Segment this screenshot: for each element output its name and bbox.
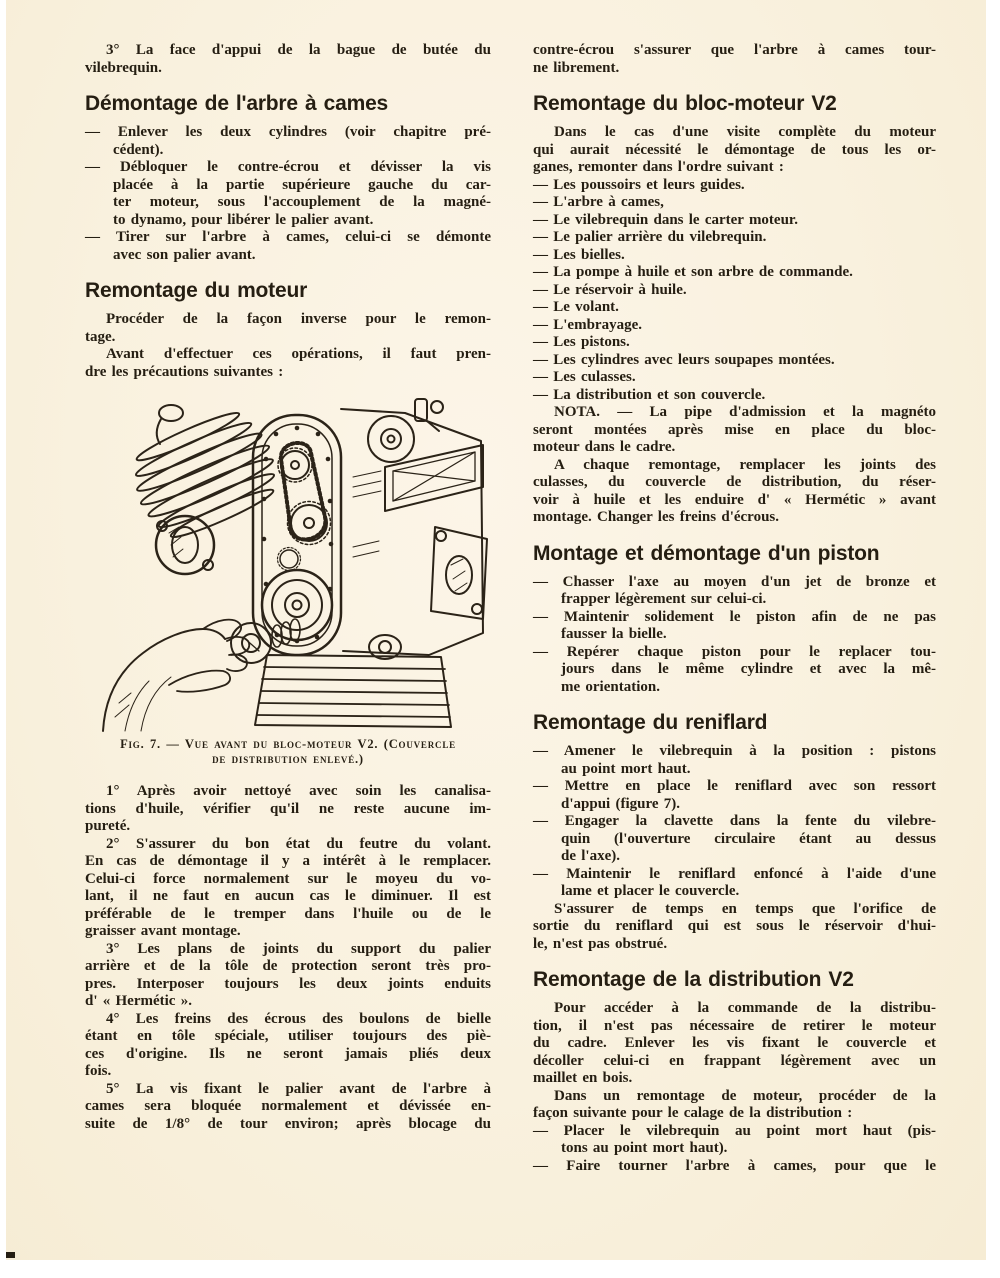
text-line: graisser avant montage. (85, 923, 241, 939)
text-line: Pour accéder à la commande de la distribu- (554, 1000, 936, 1016)
caption-line: Fig. 7. — Vue avant du bloc-moteur V2. (Couvercle (120, 737, 456, 751)
list-item (533, 1158, 936, 1176)
list-item (85, 124, 491, 159)
list-item (533, 352, 936, 370)
list-item (533, 866, 936, 901)
text-line: culasses, du couvercle de distribution, du réser- (533, 474, 936, 490)
section-heading: Remontage de la distribution V2 (533, 968, 854, 991)
list-item (533, 1123, 936, 1158)
text-line: me orientation. (561, 678, 660, 695)
text-line: tons au point mort haut). (561, 1140, 728, 1156)
text-line: — Chasser l'axe au moyen d'un jet de bronze et (533, 573, 936, 590)
column-right (533, 42, 936, 1175)
text-line: 3° Les plans de joints du support du palier (106, 940, 491, 957)
text-line: façon suivante pour le calage de la distribution : (533, 1105, 853, 1121)
text-line: — La distribution et son couvercle. (533, 386, 766, 403)
paragraph-continuation (533, 42, 936, 77)
text-line: décoller celui-ci en frappant légèrement avec un (533, 1052, 936, 1069)
text-line: — Mettre en place le reniflard avec son ressort (533, 778, 936, 794)
text-line: — Les pistons. (533, 334, 630, 350)
text-line: — Enlever les deux cylindres (voir chapitre pré- (85, 124, 491, 140)
list-item (533, 369, 936, 387)
text-line: S'assurer de temps en temps que l'orifice de (554, 900, 936, 917)
text-line: 3° La face d'appui de la bague de butée du (106, 42, 491, 58)
caption-line: de distribution enlevé.) (212, 752, 364, 766)
text-line: au point mort haut. (561, 760, 691, 777)
text-line: tions d'huile, vérifier qu'il ne reste aucune im- (85, 800, 491, 817)
text-line: — Maintenir solidement le piston afin de ne pas (533, 608, 936, 625)
text-line: suite de 1/8° de tour environ; après blocage du (85, 1115, 491, 1132)
list-item (533, 644, 936, 697)
list-item (533, 264, 936, 282)
text-line: — Les cylindres avec leurs soupapes montées. (533, 351, 835, 368)
text-line: Avant d'effectuer ces opérations, il faut pren- (106, 346, 491, 362)
text-line: dre les précautions suivantes : (85, 363, 284, 380)
text-line: — Débloquer le contre-écrou et dévisser la vis (85, 159, 491, 175)
text-line: avec son palier avant. (113, 246, 256, 263)
list-item (533, 299, 936, 317)
text-line: — Tirer sur l'arbre à cames, celui-ci se démonte (85, 229, 491, 245)
paragraph (533, 124, 936, 177)
text-line: 5° La vis fixant le palier avant de l'arbre à (106, 1080, 491, 1097)
text-line: — Engager la clavette dans la fente du vilebre- (533, 813, 936, 829)
text-line: contre-écrou s'assurer que l'arbre à cames tour- (533, 42, 936, 58)
text-line: le, n'est pas obstrué. (533, 935, 668, 952)
list-item (533, 317, 936, 335)
exhaust-stub (159, 405, 183, 421)
paragraph (85, 941, 491, 1011)
paragraph (533, 1000, 936, 1088)
text-line: ter moteur, sous l'accouplement de la magné- (113, 194, 491, 210)
text-line: qui aurait nécessité le démontage de tous les or- (533, 141, 936, 158)
text-line: Celui-ci force normalement sur le moyeu du vo- (85, 870, 491, 887)
text-line: seront montées après mise en place du bloc- (533, 421, 936, 438)
text-line: ces d'origine. Ils ne seront jamais pliés deux (85, 1045, 491, 1062)
paragraph (85, 42, 491, 77)
list-item (533, 212, 936, 230)
text-line: montage. Changer les freins d'écrous. (533, 509, 779, 525)
text-line: — Le volant. (533, 299, 619, 315)
text-line: — Maintenir le reniflard enfoncé à l'aide d'une (533, 865, 936, 882)
paragraph (85, 346, 491, 381)
scan-artifact-speck (6, 1252, 15, 1258)
text-line: fausser la bielle. (561, 626, 667, 642)
paragraph (533, 901, 936, 954)
text-line: voir à huile et les enduire d' « Hermétic » avant (533, 491, 936, 508)
paragraph (85, 783, 491, 836)
paragraph (85, 1011, 491, 1081)
text-line: En cas de démontage il y a intérêt à le remplacer. (85, 853, 491, 869)
column-left (85, 42, 491, 1133)
text-line: cédent). (113, 141, 164, 158)
text-line: tage. (85, 328, 116, 345)
list-item (533, 177, 936, 195)
text-line: cames sera bloquée normalement et dévissée en- (85, 1098, 491, 1114)
text-line: NOTA. — La pipe d'admission et la magnéto (554, 404, 936, 420)
paragraph (85, 311, 491, 346)
text-line: quin (l'ouverture circulaire étant au dessus (561, 830, 936, 847)
section-heading: Remontage du moteur (85, 279, 308, 302)
text-line: préférable de le tremper dans l'huile ou de le (85, 905, 491, 922)
text-line: fois. (85, 1063, 112, 1079)
section-heading: Démontage de l'arbre à cames (85, 92, 389, 115)
intake-flange (385, 445, 483, 511)
text-line: 1° Après avoir nettoyé avec soin les canalisa- (106, 783, 491, 799)
list-item (533, 574, 936, 609)
paragraph (533, 457, 936, 527)
section-heading: Remontage du reniflard (533, 711, 768, 734)
text-line: — Le palier arrière du vilebrequin. (533, 229, 767, 245)
list-item (533, 247, 936, 265)
hand (103, 620, 249, 731)
text-line: Dans le cas d'une visite complète du moteur (554, 124, 936, 140)
text-line: — Les poussoirs et leurs guides. (533, 176, 745, 193)
magneto (368, 416, 414, 462)
crank-sprocket (291, 505, 327, 541)
cylinder-fins (121, 402, 289, 548)
text-line: tion, il n'est pas nécessaire de retirer le moteur (533, 1017, 936, 1034)
cam-sprocket (281, 451, 309, 479)
text-line: — Faire tourner l'arbre à cames, pour que le (533, 1157, 936, 1174)
text-line: du cadre. Enlever les vis fixant le couvercle et (533, 1035, 936, 1051)
text-line: — Le réservoir à huile. (533, 281, 687, 298)
text-line: lant, il ne faut en aucun cas le diminuer. Il est (85, 888, 491, 904)
engine-illustration-svg (85, 387, 491, 733)
text-line: — Placer le vilebrequin au point mort haut (pis- (533, 1122, 936, 1139)
text-line: Procéder de la façon inverse pour le remon- (106, 311, 491, 327)
text-line: maillet en bois. (533, 1070, 633, 1086)
paragraph (533, 1088, 936, 1123)
text-line: placée à la partie supérieure gauche du car- (113, 176, 491, 193)
text-line: étant en tôle spéciale, utiliser toujours des piè- (85, 1028, 491, 1044)
text-line: A chaque remontage, remplacer les joints des (554, 456, 936, 473)
text-line: 2° S'assurer du bon état du feutre du volant. (106, 835, 491, 852)
section-heading: Remontage du bloc-moteur V2 (533, 92, 837, 115)
list-item (533, 229, 936, 247)
figure-7-illustration (85, 387, 491, 733)
list-item (85, 159, 491, 229)
paragraph (533, 404, 936, 457)
text-line: ne librement. (533, 59, 620, 76)
list-item (533, 813, 936, 866)
section-heading: Montage et démontage d'un piston (533, 541, 880, 565)
text-line: d'appui (figure 7). (561, 795, 680, 812)
text-line: — L'embrayage. (533, 316, 642, 333)
text-line: — Amener le vilebrequin à la position : pistons (533, 743, 936, 759)
text-line: arrière et de la tôle de protection seront très pro- (85, 958, 491, 974)
scanned-page (6, 0, 986, 1260)
text-line: — Repérer chaque piston pour le replacer tou- (533, 643, 936, 660)
text-line: to dynamo, pour libérer le palier avant. (113, 211, 374, 228)
text-line: — Les culasses. (533, 369, 636, 385)
text-line: de l'axe). (561, 848, 620, 864)
text-line: d' « Hermétic ». (85, 993, 192, 1009)
list-item (85, 229, 491, 264)
list-item (533, 334, 936, 352)
text-line: — L'arbre à cames, (533, 194, 664, 210)
list-item (533, 387, 936, 405)
text-line: ganes, remonter dans l'ordre suivant : (533, 159, 784, 175)
list-item (533, 778, 936, 813)
text-line: — Les bielles. (533, 246, 625, 263)
text-line: jours dans le même cylindre et avec la mê- (561, 661, 936, 677)
paragraph (85, 836, 491, 941)
text-line: lame et placer le couvercle. (561, 883, 740, 899)
text-line: — La pompe à huile et son arbre de commande. (533, 264, 853, 280)
paragraph (85, 1081, 491, 1134)
text-line: Dans un remontage de moteur, procéder de la (554, 1087, 936, 1104)
list-item (533, 194, 936, 212)
text-line: moteur dans le cadre. (533, 439, 676, 455)
text-line: — Le vilebrequin dans le carter moteur. (533, 211, 798, 228)
list-item (533, 609, 936, 644)
text-line: pres. Interposer toujours les deux joints enduits (85, 975, 491, 992)
text-line: sortie du reniflard qui est sous le réservoir d'hui- (533, 918, 936, 934)
figure-caption (85, 737, 491, 767)
text-line: pureté. (85, 818, 131, 834)
text-line: 4° Les freins des écrous des boulons de bielle (106, 1010, 491, 1027)
list-item (533, 743, 936, 778)
text-line: frapper légèrement sur celui-ci. (561, 591, 767, 607)
text-line: vilebrequin. (85, 59, 162, 76)
list-item (533, 282, 936, 300)
